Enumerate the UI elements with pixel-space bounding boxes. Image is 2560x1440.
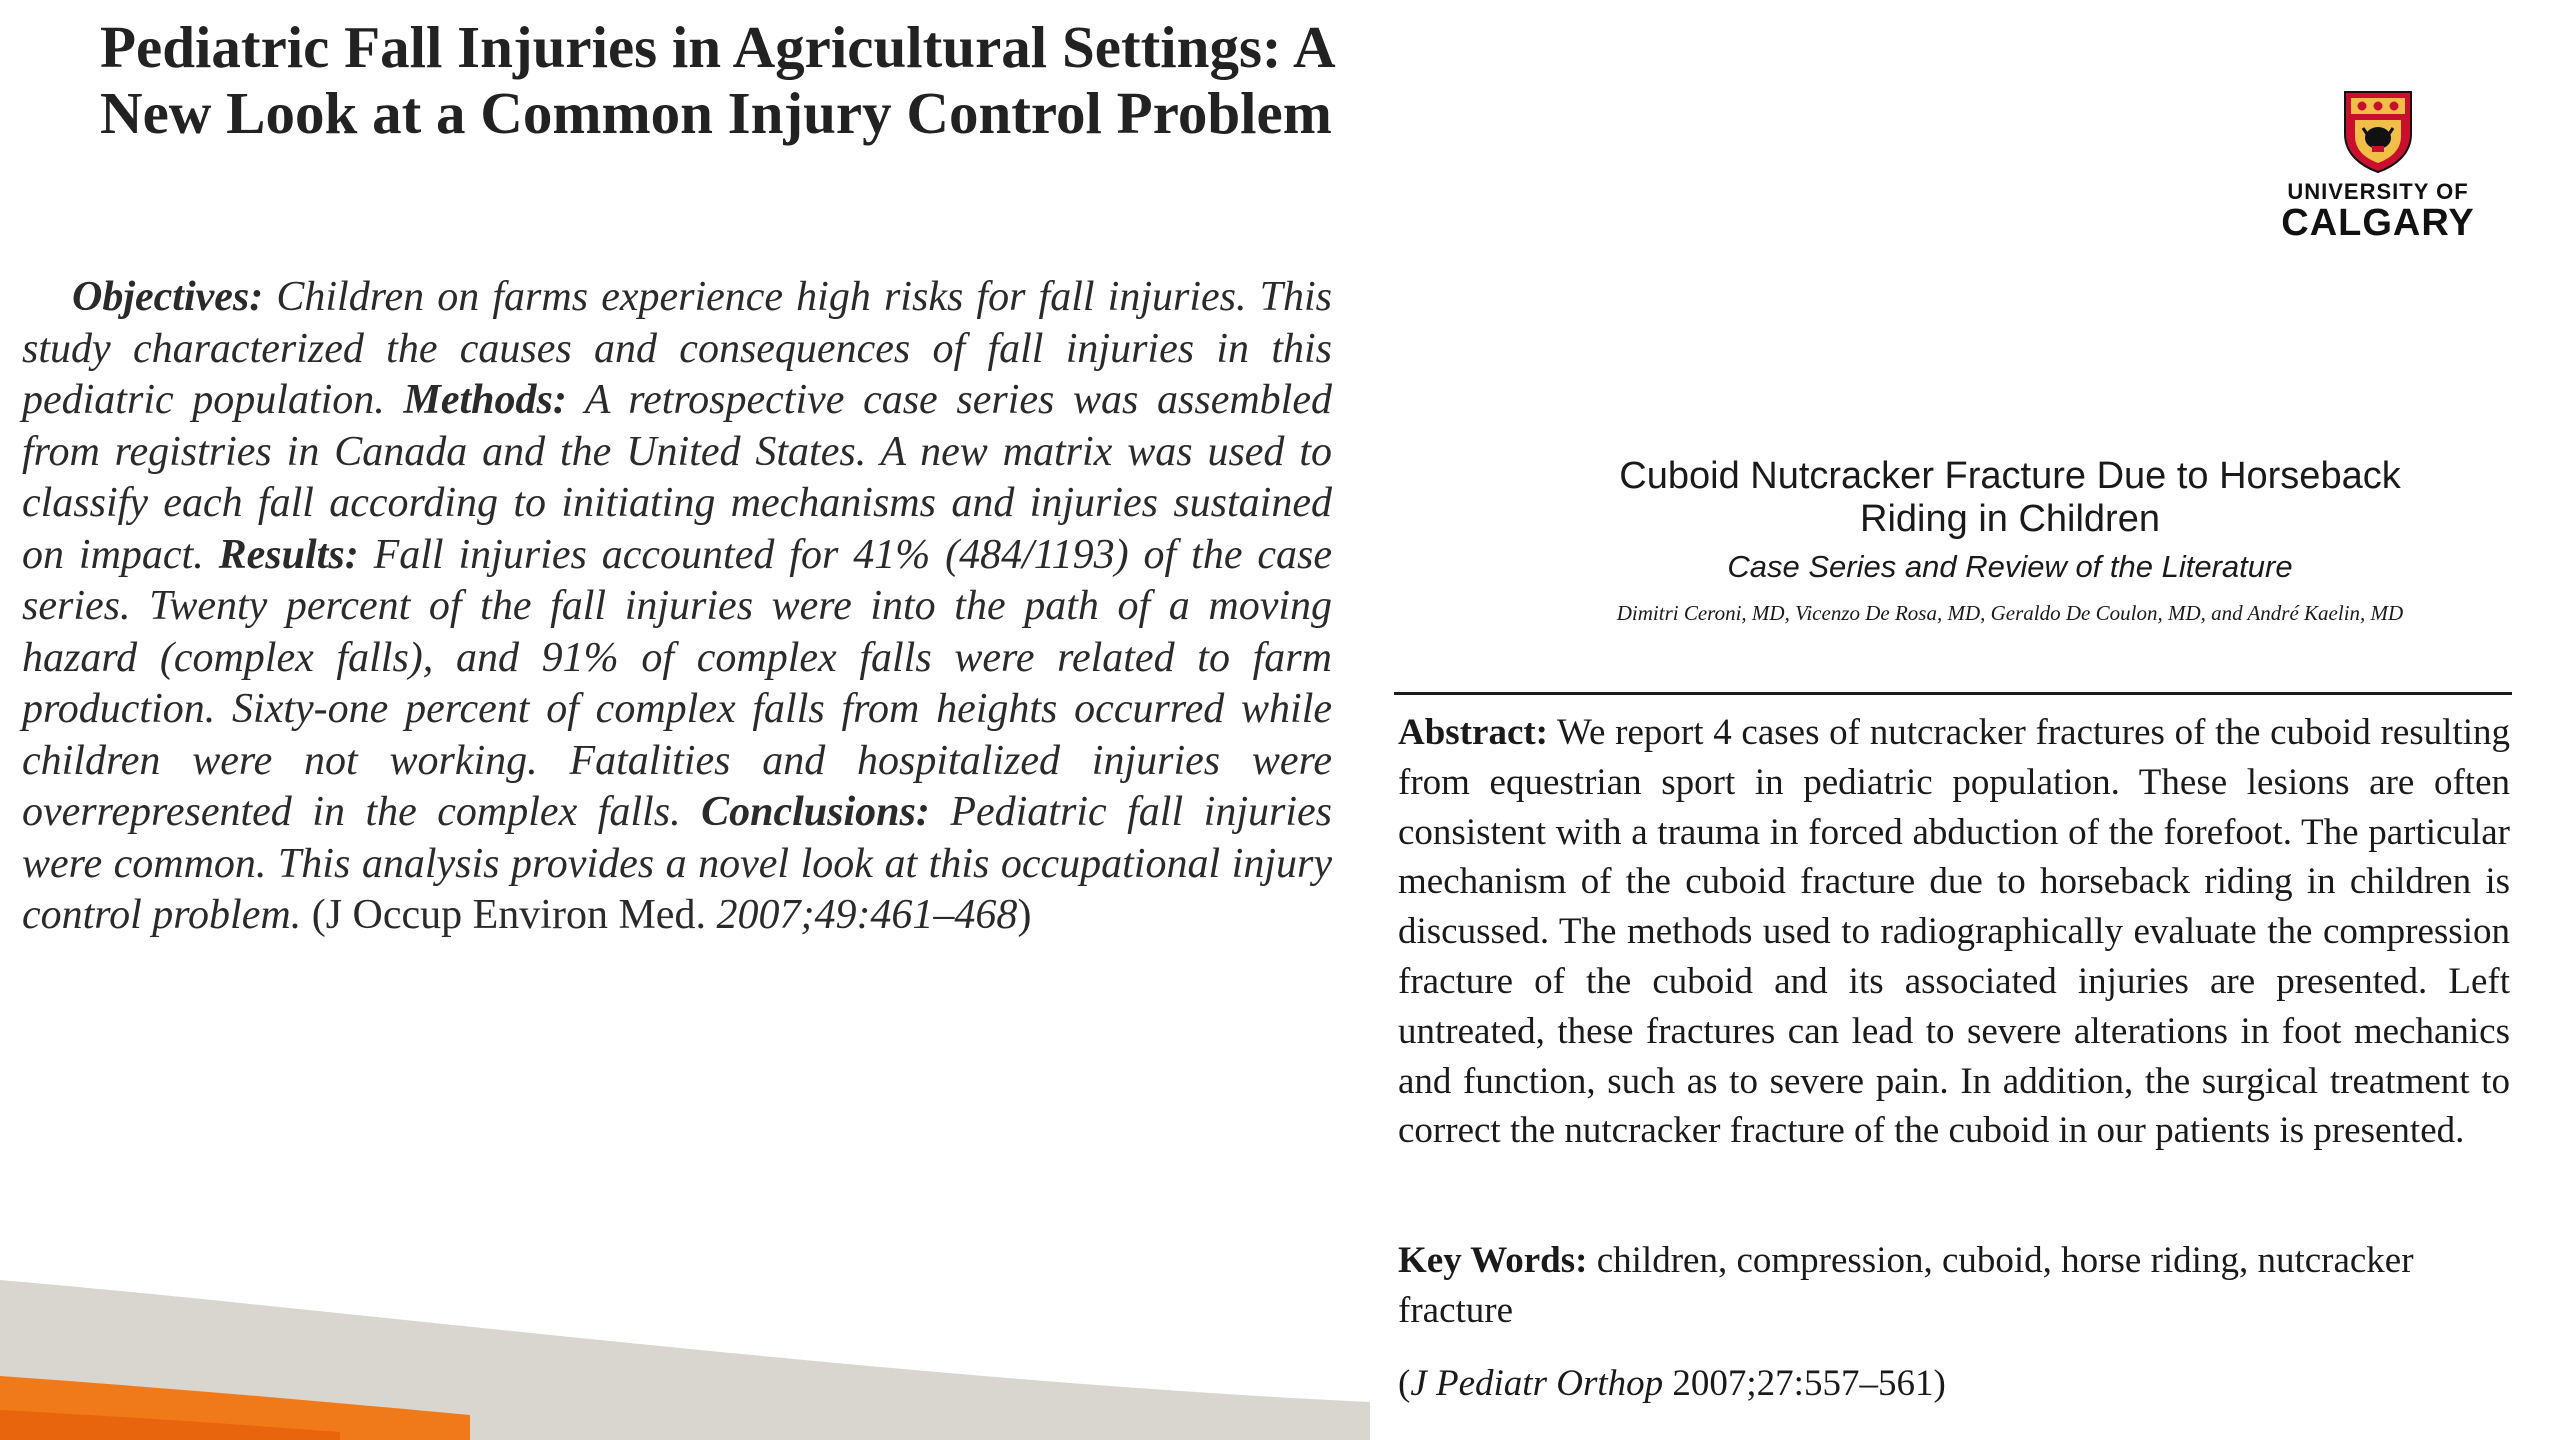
left-article-title: Pediatric Fall Injuries in Agricultural Settings: A New Look at a Common Injury Control Problem <box>100 14 1333 146</box>
conclusions-text: Pediatric fall injuries were common. This analysis provides a novel look at this occupational injury control problem. <box>22 789 1332 938</box>
logo-line1: UNIVERSITY OF <box>2287 179 2469 204</box>
right-article-abstract <box>1398 708 2510 1156</box>
left-article-abstract <box>22 272 1332 942</box>
right-article-keywords <box>1398 1236 2510 1336</box>
left-citation-close: ) <box>1017 892 1032 938</box>
right-article-authors: Dimitri Ceroni, MD, Vicenzo De Rosa, MD, Geraldo De Coulon, MD, and André Kaelin, MD <box>1616 601 2404 625</box>
left-citation-open: (J Occup Environ Med. <box>311 892 717 938</box>
right-citation-open: ( <box>1398 1363 1411 1404</box>
results-text: Fall injuries accounted for 41% (484/1193) of the case series. Twenty percent of the fall injuries were into the path of a moving hazard (complex falls), and 91% of complex falls were related to farm production. Sixty-one percent of complex falls from heights occurred while children were not working. Fatalities and hospitalized injuries were overrepresented in the complex falls. <box>22 531 1333 835</box>
right-citation-ref: 2007;27:557–561) <box>1663 1363 1946 1404</box>
right-article-header <box>1390 455 2560 627</box>
university-crest-icon <box>2341 88 2415 174</box>
abstract-text: We report 4 cases of nutcracker fractures of the cuboid resulting from equestrian sport in pediatric population. These lesions are often consistent with a trauma in forced abduction of the forefoot. The particular mechanism of the cuboid fracture due to horseback riding in children is discussed. The methods used to radiographically evaluate the compression fracture of the cuboid and its associated injuries are presented. Left untreated, these fractures can lead to severe alterations in foot mechanics and function, such as to severe pain. In addition, the surgical treatment to correct the nutcracker fracture of the cuboid in our patients is presented. <box>1398 712 2510 1152</box>
right-article-title-line2: Riding in Children <box>1860 498 2160 540</box>
methods-label: Methods: <box>403 377 567 423</box>
right-article-subtitle: Case Series and Review of the Literature <box>1727 549 2293 584</box>
conclusions-label: Conclusions: <box>701 789 930 835</box>
objectives-label: Objectives: <box>72 274 264 320</box>
objectives-text: Children on farms experience high risks for fall injuries. This study characterized the causes and consequences of fall injuries in this pediatric population. <box>22 274 1332 423</box>
results-label: Results: <box>218 531 359 578</box>
methods-text: A retrospective case series was assembled from registries in Canada and the United States. A new matrix was used to classify each fall according to initiating mechanisms and injuries sustained on impact. <box>22 377 1332 578</box>
right-citation-journal: J Pediatr Orthop <box>1410 1363 1664 1404</box>
university-logo <box>2278 88 2478 242</box>
header-divider <box>1394 692 2512 695</box>
keywords-label: Key Words: <box>1398 1240 1588 1281</box>
left-citation-ref: 2007;49:461–468 <box>716 892 1018 938</box>
logo-line2: CALGARY <box>2281 202 2475 244</box>
keywords-text: children, compression, cuboid, horse riding, nutcracker fracture <box>1398 1240 2414 1331</box>
abstract-label: Abstract: <box>1398 712 1549 753</box>
decorative-swoosh <box>0 1270 1380 1440</box>
right-article-title-line1: Cuboid Nutcracker Fracture Due to Horseback <box>1619 455 2401 497</box>
right-article-citation <box>1398 1360 2510 1408</box>
